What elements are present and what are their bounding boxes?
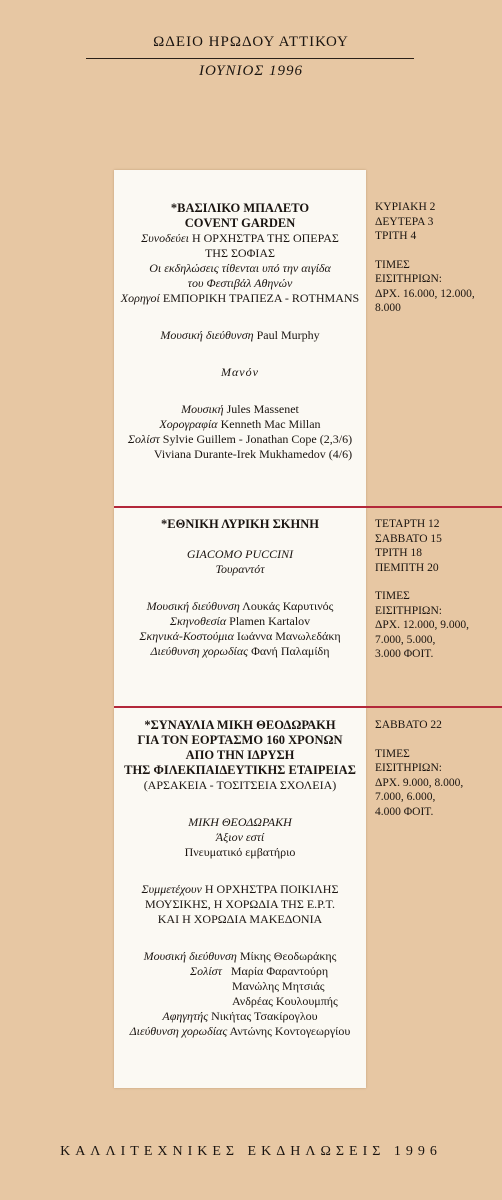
event-1-schedule bbox=[375, 200, 500, 316]
event-3-prices-label: ΕΙΣΙΤΗΡΙΩΝ: bbox=[375, 762, 442, 774]
event-1-date: ΔΕΥΤΕΡΑ 3 bbox=[375, 215, 434, 228]
event-3-date: ΣΑΒΒΑΤΟ 22 bbox=[375, 719, 442, 731]
venue-title: ΩΔΕΙΟ ΗΡΩΔΟΥ ΑΤΤΙΚΟΥ bbox=[153, 34, 349, 50]
footer-title: ΚΑΛΛΙΤΕΧΝΙΚΕΣ ΕΚΔΗΛΩΣΕΙΣ 1996 bbox=[60, 1144, 442, 1159]
event-3-title-1: *ΣΥΝΑΥΛΙΑ ΜΙΚΗ ΘΕΟΔΩΡΑΚΗ bbox=[144, 718, 336, 732]
event-3-participants-2: ΜΟΥΣΙΚΗΣ, Η ΧΟΡΩΔΙΑ ΤΗΣ Ε.Ρ.Τ. bbox=[145, 897, 335, 911]
event-2-schedule bbox=[375, 517, 500, 662]
event-2-date: ΤΡΙΤΗ 18 bbox=[375, 547, 422, 559]
event-3-soloist: Ανδρέας Κουλουμπής bbox=[232, 994, 338, 1008]
event-3-soloist: Μανώλης Μητσιάς bbox=[232, 979, 325, 993]
event-3-chorus: Διεύθυνση χορωδίας Αντώνης Κοντογεωργίου bbox=[129, 1024, 351, 1038]
event-1-conductor: Μουσική διεύθυνση Paul Murphy bbox=[160, 328, 320, 342]
event-1-accompaniment: Συνοδεύει Η ΟΡΧΗΣΤΡΑ ΤΗΣ ΟΠΕΡΑΣ bbox=[141, 231, 339, 245]
event-2-date: ΠΕΜΠΤΗ 20 bbox=[375, 561, 439, 574]
event-1-soloists-2: Viviana Durante-Irek Mukhamedov (4/6) bbox=[153, 447, 353, 461]
month-subtitle: ΙΟΥΝΙΟΣ 1996 bbox=[198, 63, 304, 79]
venue-header bbox=[0, 34, 502, 51]
event-1-aegis-2: του Φεστιβάλ Αθηνών bbox=[187, 276, 293, 290]
event-2-date: ΣΑΒΒΑΤΟ 15 bbox=[375, 532, 442, 545]
event-1-accompaniment-2: ΤΗΣ ΣΟΦΙΑΣ bbox=[204, 246, 276, 260]
event-2-title: *ΕΘΝΙΚΗ ΛΥΡΙΚΗ ΣΚΗΝΗ bbox=[161, 517, 319, 531]
event-3-participants-3: ΚΑΙ Η ΧΟΡΩΔΙΑ ΜΑΚΕΔΟΝΙΑ bbox=[157, 912, 323, 926]
event-1-price: 8.000 bbox=[375, 302, 401, 314]
event-1-date: ΚΥΡΙΑΚΗ 2 bbox=[375, 201, 436, 213]
event-3-conductor: Μουσική διεύθυνση Μίκης Θεοδωράκης bbox=[143, 949, 337, 963]
event-2-prices-label: ΕΙΣΙΤΗΡΙΩΝ: bbox=[375, 604, 442, 617]
header-rule bbox=[86, 58, 414, 59]
event-2-prices-label: ΤΙΜΕΣ bbox=[375, 590, 410, 602]
event-1-price: ΔΡΧ. 16.000, 12.000, bbox=[375, 287, 475, 300]
event-2-work: Τουραντότ bbox=[215, 562, 265, 576]
event-2-date: ΤΕΤΑΡΤΗ 12 bbox=[375, 518, 440, 530]
event-3-narrator: Αφηγητής Νικήτας Τσακίρογλου bbox=[162, 1009, 318, 1023]
event-2-conductor: Μουσική διεύθυνση Λουκάς Καρυτινός bbox=[146, 599, 334, 613]
event-2-price: 7.000, 5.000, bbox=[375, 633, 436, 646]
event-3-title-4: ΤΗΣ ΦΙΛΕΚΠΑΙΔΕΥΤΙΚΗΣ ΕΤΑΙΡΕΙΑΣ bbox=[124, 763, 356, 777]
event-3-price: 7.000, 6.000, bbox=[375, 791, 436, 803]
separator-line-2 bbox=[114, 706, 502, 708]
event-2-sets: Σκηνικά-Κοστούμια Ιωάννα Μανωλεδάκη bbox=[139, 629, 341, 643]
event-2-price: 3.000 ΦΟΙΤ. bbox=[375, 648, 434, 660]
event-2-content bbox=[114, 517, 366, 659]
event-1-work: Μανόν bbox=[221, 365, 259, 379]
event-1-sponsors: Χορηγοί ΕΜΠΟΡΙΚΗ ΤΡΑΠΕΖΑ - ROTHMANS bbox=[120, 291, 360, 305]
event-1-choreography: Χορογραφία Kenneth Mac Millan bbox=[159, 417, 321, 431]
event-3-prices-label: ΤΙΜΕΣ bbox=[375, 747, 410, 760]
event-1-aegis-1: Οι εκδηλώσεις τίθενται υπό την αιγίδα bbox=[149, 261, 331, 275]
event-1-content bbox=[114, 201, 366, 462]
event-3-work: Άξιον εστί bbox=[215, 830, 265, 844]
event-3-participants-1: Συμμετέχουν Η ΟΡΧΗΣΤΡΑ ΠΟΙΚΙΛΗΣ bbox=[141, 882, 339, 896]
event-1-prices-label: ΤΙΜΕΣ bbox=[375, 258, 410, 271]
event-3-composer: ΜΙΚΗ ΘΕΟΔΩΡΑΚΗ bbox=[188, 815, 292, 829]
event-3-price: ΔΡΧ. 9.000, 8.000, bbox=[375, 776, 464, 789]
event-1-title-2: COVENT GARDEN bbox=[184, 216, 296, 230]
event-2-composer: GIACOMO PUCCINI bbox=[186, 547, 294, 561]
event-3-price: 4.000 ΦΟΙΤ. bbox=[375, 805, 434, 818]
event-3-soloist: Σολίστ Μαρία Φαραντούρη bbox=[190, 964, 329, 978]
event-3-schedule bbox=[375, 718, 500, 819]
event-2-director: Σκηνοθεσία Plamen Kartalov bbox=[169, 614, 311, 628]
separator-line-1 bbox=[114, 506, 502, 508]
event-1-soloists-1: Σολίστ Sylvie Guillem - Jonathan Cope (2,3/6) bbox=[127, 432, 353, 446]
event-1-prices-label: ΕΙΣΙΤΗΡΙΩΝ: bbox=[375, 273, 442, 285]
event-1-date: ΤΡΙΤΗ 4 bbox=[375, 230, 417, 242]
event-3-title-5: (ΑΡΣΑΚΕΙΑ - ΤΟΣΙΤΣΕΙΑ ΣΧΟΛΕΙΑ) bbox=[143, 778, 337, 792]
event-3-content bbox=[114, 718, 366, 1039]
event-3-title-3: ΑΠΟ ΤΗΝ ΙΔΡΥΣΗ bbox=[185, 748, 295, 762]
event-3-work-2: Πνευματικό εμβατήριο bbox=[184, 845, 296, 859]
event-1-music: Μουσική Jules Massenet bbox=[181, 402, 299, 416]
event-2-price: ΔΡΧ. 12.000, 9.000, bbox=[375, 619, 469, 631]
event-1-title-1: *ΒΑΣΙΛΙΚΟ ΜΠΑΛΕΤΟ bbox=[170, 201, 310, 215]
event-3-title-2: ΓΙΑ ΤΟΝ ΕΟΡΤΑΣΜΟ 160 ΧΡΟΝΩΝ bbox=[137, 733, 343, 747]
event-2-chorus: Διεύθυνση χορωδίας Φανή Παλαμίδη bbox=[150, 644, 330, 658]
